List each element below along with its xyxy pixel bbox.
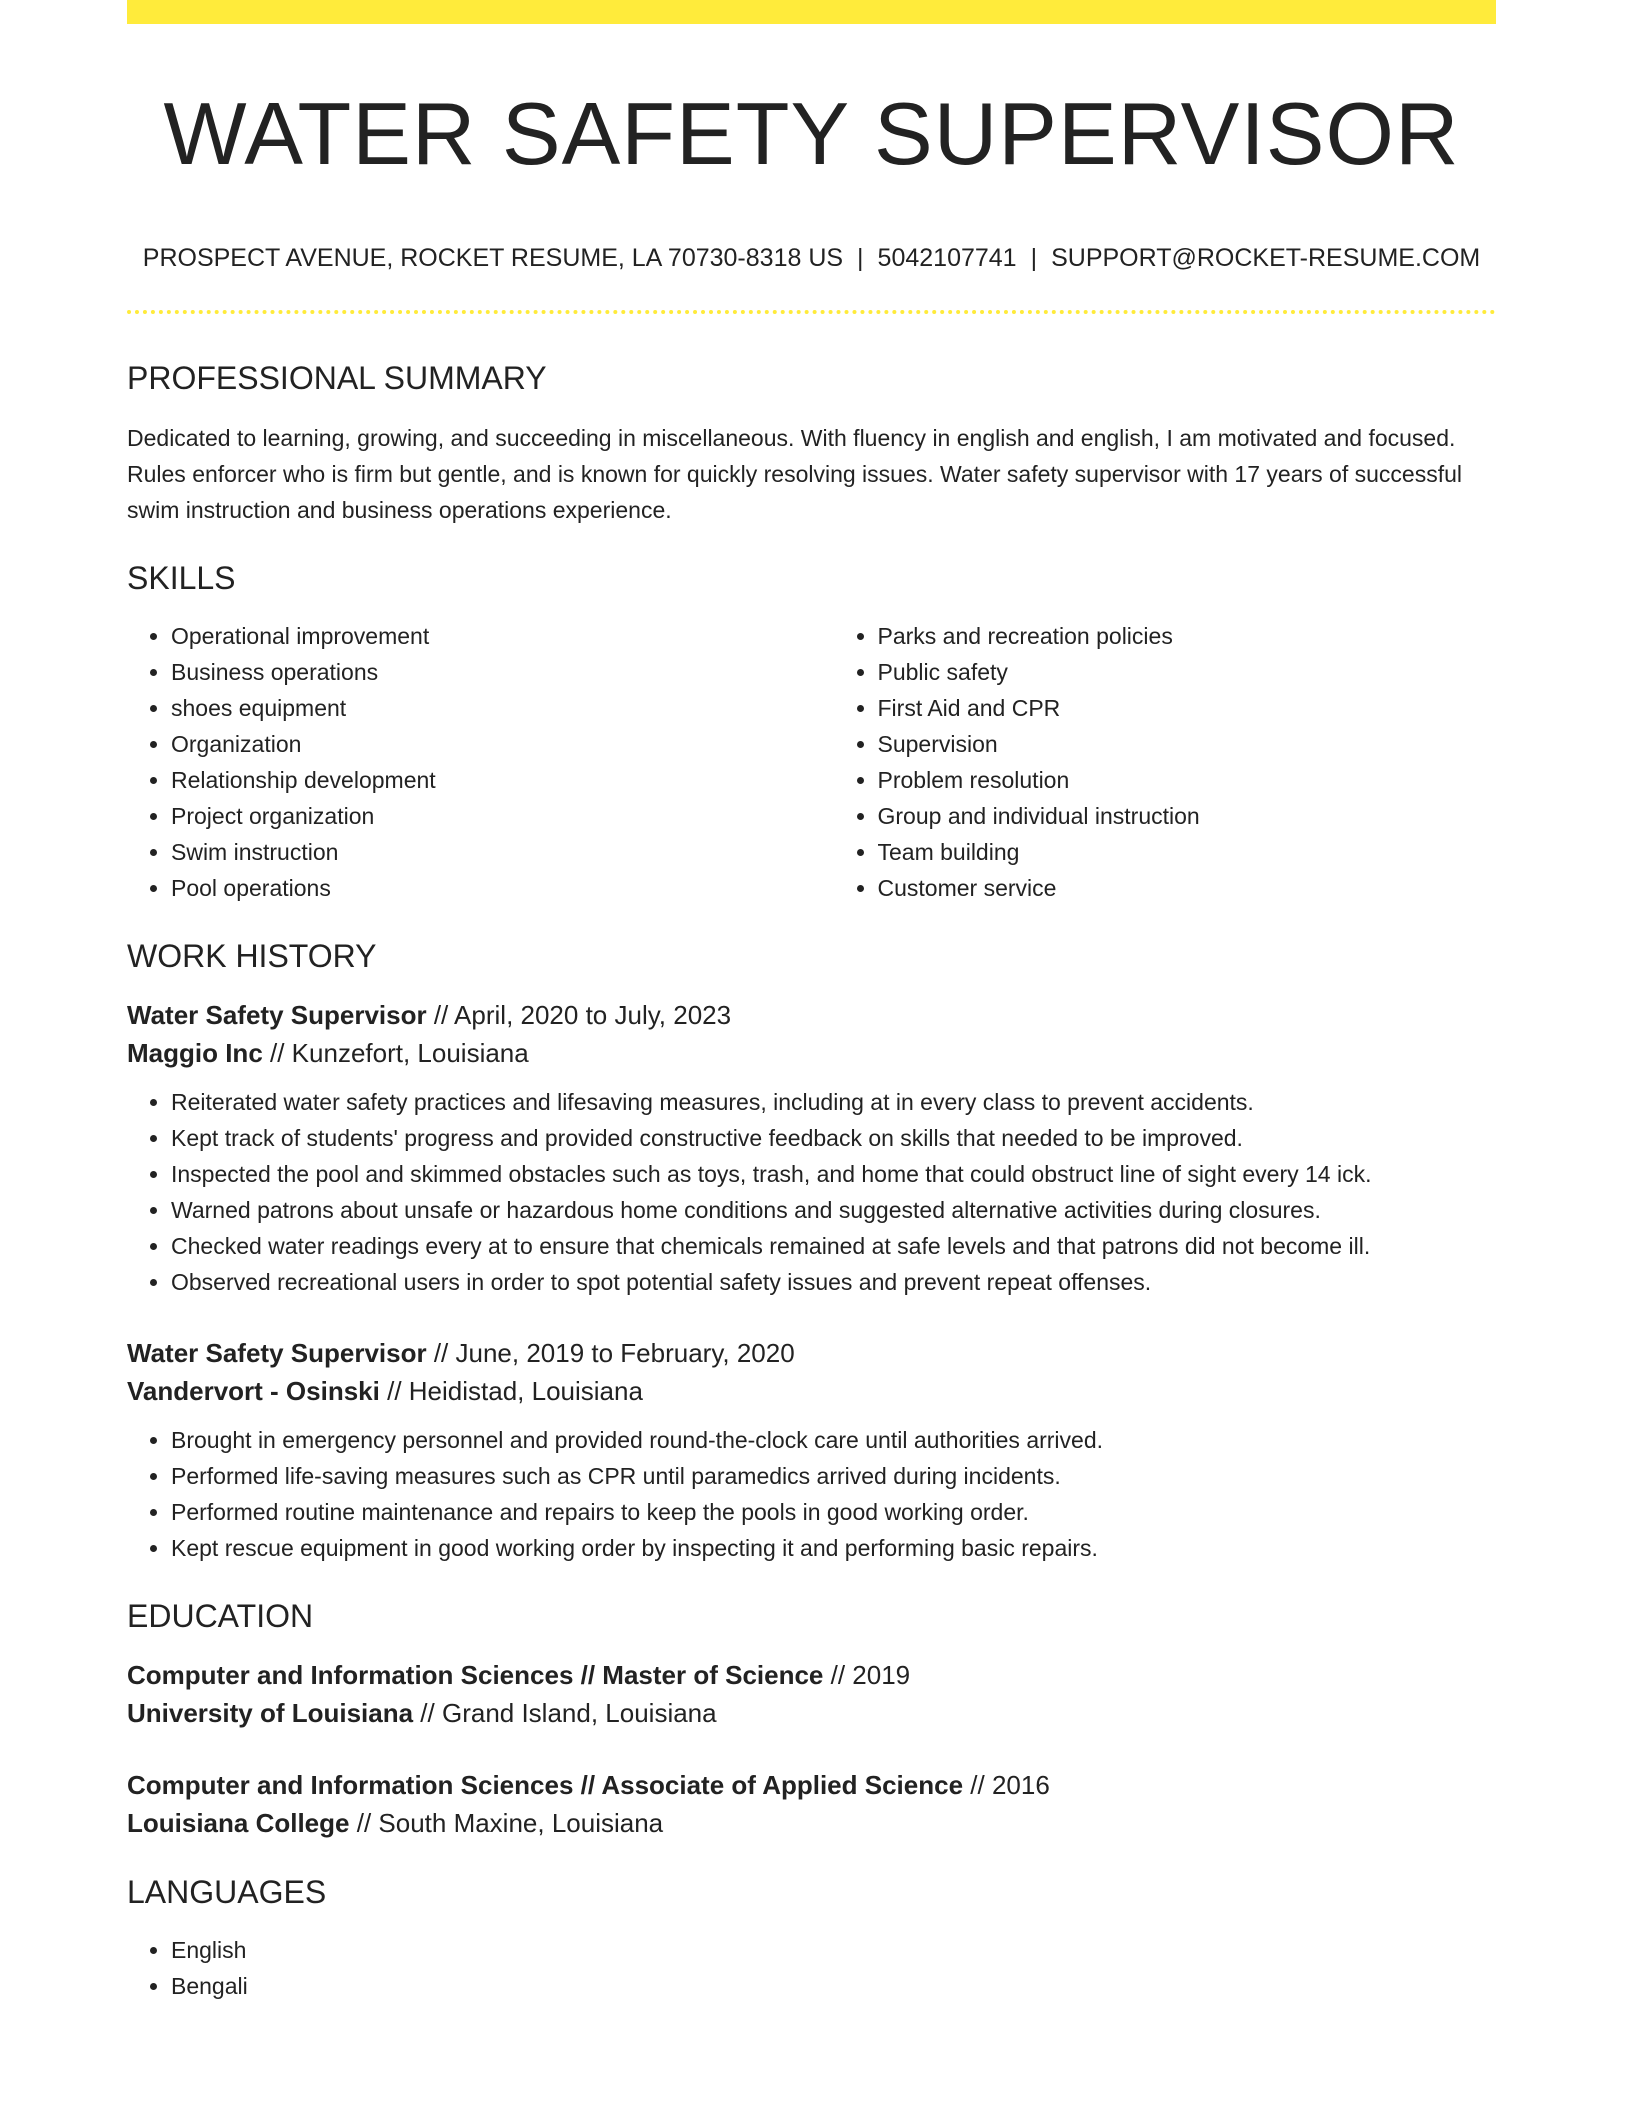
school-location: // South Maxine, Louisiana	[349, 1807, 664, 1838]
job-bullet: • Brought in emergency personnel and provided round-the-clock care until authorities arrived.	[171, 1422, 1496, 1458]
skill-item: • Team building	[878, 834, 1497, 870]
company-name: Maggio Inc	[127, 1037, 263, 1068]
dotted-divider	[127, 310, 1496, 314]
top-accent-bar	[127, 0, 1496, 24]
job-bullet: • Inspected the pool and skimmed obstacles such as toys, trash, and home that could obstruct line of sight every 14 ick.	[171, 1156, 1496, 1192]
company-name: Vandervort - Osinski	[127, 1375, 380, 1406]
languages-list	[127, 1932, 1496, 2004]
school-line	[127, 1694, 1496, 1732]
job-bullet: • Reiterated water safety practices and lifesaving measures, including at in every class to prevent accidents.	[171, 1084, 1496, 1120]
skill-item: • Swim instruction	[171, 834, 790, 870]
section-heading: LANGUAGES	[127, 1873, 327, 1910]
address: PROSPECT AVENUE, ROCKET RESUME, LA 70730-8318 US	[142, 243, 844, 272]
skill-item: • Pool operations	[171, 870, 790, 906]
job-bullets	[127, 1084, 1496, 1300]
skill-item: • Business operations	[171, 654, 790, 690]
graduation-year: // 2019	[823, 1659, 911, 1690]
skill-item: • First Aid and CPR	[878, 690, 1497, 726]
job-title: Water Safety Supervisor	[127, 999, 427, 1030]
degree: Computer and Information Sciences // Associate of Applied Science	[127, 1769, 964, 1800]
skills-section	[127, 558, 1496, 906]
skill-item: • Parks and recreation policies	[878, 618, 1497, 654]
job-company-line	[127, 1034, 1496, 1072]
job-title: Water Safety Supervisor	[127, 1337, 427, 1368]
job-title-line	[127, 996, 1496, 1034]
section-heading: WORK HISTORY	[127, 937, 377, 974]
section-heading: EDUCATION	[127, 1597, 314, 1634]
job-list	[127, 996, 1496, 1566]
phone: 5042107741	[877, 243, 1017, 272]
graduation-year: // 2016	[963, 1769, 1050, 1800]
contact-line	[127, 241, 1496, 275]
language-item: • Bengali	[171, 1968, 1496, 2004]
skills-list-right	[834, 618, 1497, 906]
job-entry	[127, 996, 1496, 1300]
separator: |	[857, 243, 864, 272]
job-company-line	[127, 1372, 1496, 1410]
education-list	[127, 1656, 1496, 1842]
language-item: • English	[171, 1932, 1496, 1968]
degree: Computer and Information Sciences // Master of Science	[127, 1659, 824, 1690]
school-location: // Grand Island, Louisiana	[413, 1697, 717, 1728]
job-bullet: • Kept rescue equipment in good working order by inspecting it and performing basic repairs.	[171, 1530, 1496, 1566]
skill-item: • Project organization	[171, 798, 790, 834]
job-entry	[127, 1334, 1496, 1566]
company-location: // Heidistad, Louisiana	[379, 1375, 643, 1406]
languages-section	[127, 1872, 1496, 2004]
skill-item: • Relationship development	[171, 762, 790, 798]
section-heading: PROFESSIONAL SUMMARY	[127, 359, 547, 396]
job-bullets	[127, 1422, 1496, 1566]
skill-item: • shoes equipment	[171, 690, 790, 726]
job-bullet: • Warned patrons about unsafe or hazardous home conditions and suggested alternative activities during closures.	[171, 1192, 1496, 1228]
candidate-name: WATER SAFETY SUPERVISOR	[163, 84, 1460, 183]
company-location: // Kunzefort, Louisiana	[262, 1037, 529, 1068]
skill-item: • Customer service	[878, 870, 1497, 906]
skill-item: • Problem resolution	[878, 762, 1497, 798]
job-bullet: • Kept track of students' progress and provided constructive feedback on skills that needed to be improved.	[171, 1120, 1496, 1156]
school-name: University of Louisiana	[127, 1697, 414, 1728]
job-dates: // April, 2020 to July, 2023	[426, 999, 732, 1030]
education-entry	[127, 1766, 1496, 1842]
skill-item: • Public safety	[878, 654, 1497, 690]
degree-line	[127, 1766, 1496, 1804]
summary-text: Dedicated to learning, growing, and succeeding in miscellaneous. With fluency in english and english, I am motivated and focused. Rules enforcer who is firm but gentle, and is known for quickly resolving issues. Water safety supervisor with 17 years of successful swim instruction and business operations experience.	[127, 424, 1462, 523]
job-title-line	[127, 1334, 1496, 1372]
job-dates: // June, 2019 to February, 2020	[426, 1337, 795, 1368]
skill-item: • Operational improvement	[171, 618, 790, 654]
skills-columns	[127, 618, 1496, 906]
degree-line	[127, 1656, 1496, 1694]
skill-item: • Supervision	[878, 726, 1497, 762]
professional-summary-section	[127, 358, 1496, 528]
education-section	[127, 1596, 1496, 1842]
school-line	[127, 1804, 1496, 1842]
separator: |	[1030, 243, 1038, 272]
job-bullet: • Checked water readings every at to ensure that chemicals remained at safe levels and that patrons did not become ill.	[171, 1228, 1496, 1264]
resume-content	[127, 0, 1496, 2004]
job-bullet: • Performed routine maintenance and repairs to keep the pools in good working order.	[171, 1494, 1496, 1530]
job-bullet: • Observed recreational users in order to spot potential safety issues and prevent repeat offenses.	[171, 1264, 1496, 1300]
school-name: Louisiana College	[127, 1807, 350, 1838]
email: SUPPORT@ROCKET-RESUME.COM	[1051, 243, 1481, 272]
work-history-section	[127, 936, 1496, 1566]
skill-item: • Group and individual instruction	[878, 798, 1497, 834]
education-entry	[127, 1656, 1496, 1732]
job-bullet: • Performed life-saving measures such as CPR until paramedics arrived during incidents.	[171, 1458, 1496, 1494]
section-heading: SKILLS	[127, 559, 236, 596]
skill-item: • Organization	[171, 726, 790, 762]
skills-list-left	[127, 618, 790, 906]
